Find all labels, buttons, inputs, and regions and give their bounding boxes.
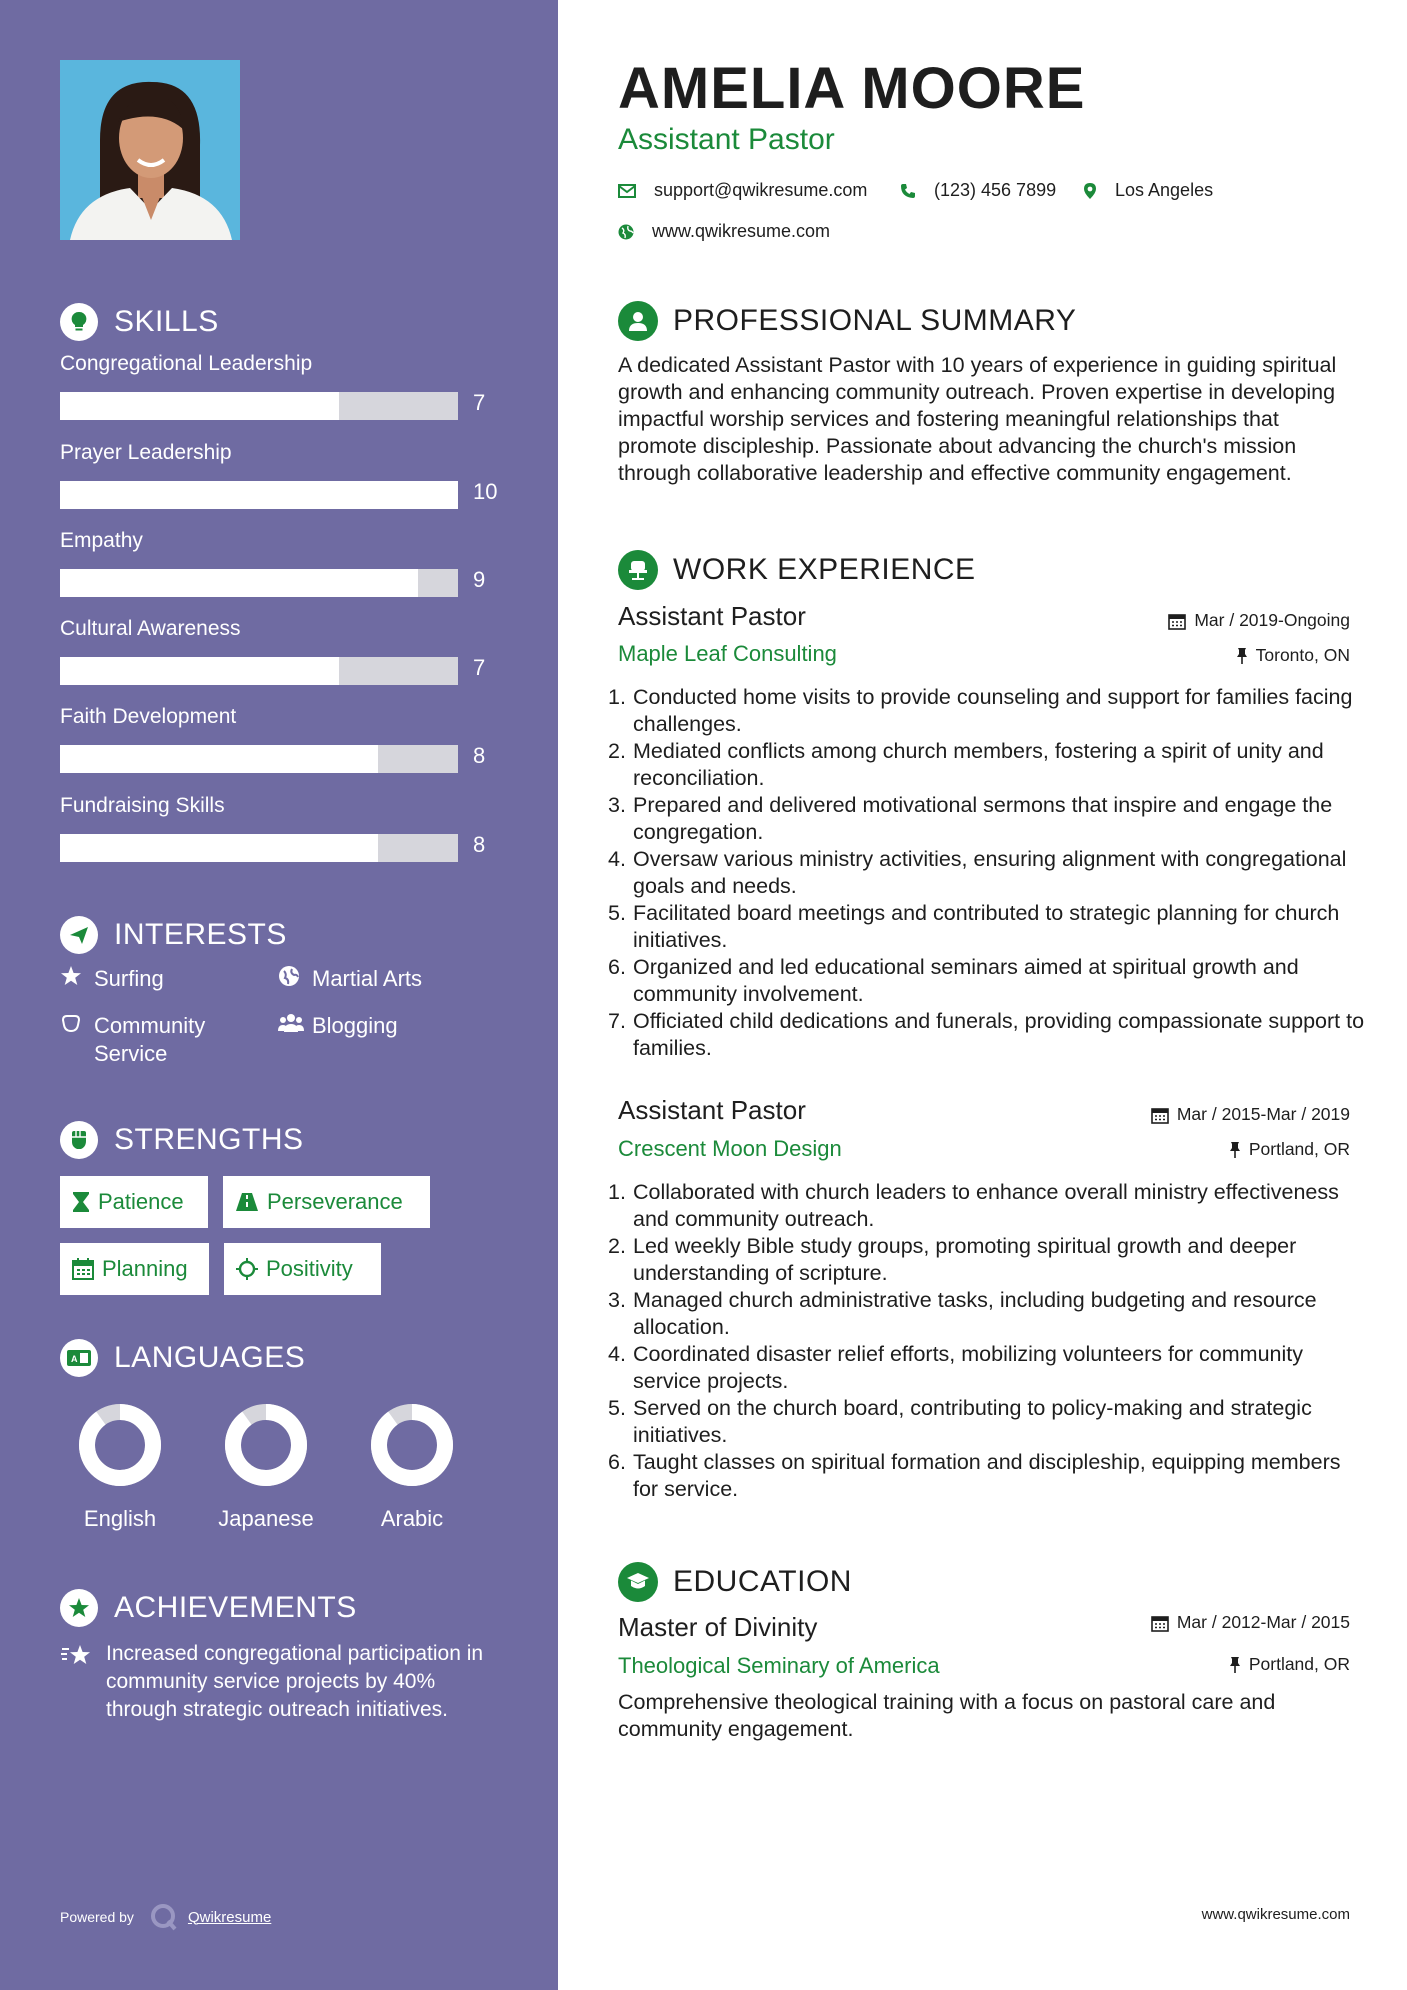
job-location: [1229, 1139, 1350, 1160]
lightbulb-icon: [60, 303, 98, 341]
list-item-text: Collaborated with church leaders to enhance overall ministry effectiveness and community outreach.: [633, 1180, 1339, 1231]
strength-label: Perseverance: [267, 1189, 403, 1214]
experience-title: WORK EXPERIENCE: [673, 553, 976, 586]
skill-item: [60, 529, 500, 597]
list-item: 5. Served on the church board, contributing to policy-making and strategic initiatives.: [608, 1395, 1368, 1449]
school-name: Theological Seminary of America: [618, 1653, 940, 1678]
graduation-cap-icon: [618, 1562, 658, 1602]
powered-by-label: Powered by: [60, 1909, 134, 1925]
email-text[interactable]: support@qwikresume.com: [654, 180, 868, 200]
job-company: Maple Leaf Consulting: [618, 641, 837, 666]
map-pin-icon: [1083, 182, 1097, 200]
list-item-text: Taught classes on spiritual formation and discipleship, equipping members for service.: [633, 1450, 1341, 1501]
skill-bar-fill: [60, 569, 418, 597]
strength-tag: [223, 1176, 430, 1228]
skill-value: 10: [473, 479, 498, 504]
skill-value: 7: [473, 655, 486, 680]
skill-bar: [60, 834, 458, 862]
skill-bar-fill: [60, 657, 339, 685]
interest-item: [60, 1012, 260, 1068]
skill-bar-fill: [60, 481, 458, 509]
main-content: [558, 0, 1407, 1990]
users-icon: [278, 1012, 312, 1041]
summary-heading: [618, 301, 1076, 341]
svg-text:A: A: [71, 1354, 78, 1364]
job-dates: [1151, 1104, 1350, 1125]
qwikresume-link[interactable]: Qwikresume: [187, 1908, 272, 1926]
skill-item: [60, 441, 500, 509]
summary-text: A dedicated Assistant Pastor with 10 years of experience in guiding spiritual growth and enhancing community outreach. Proven expertise in developing impactful worship services and fostering meaningful relationships that promote discipleship. Passionate about advancing the church's mission through collaborative leadership and effective community engagement.: [618, 353, 1337, 485]
phone-text: (123) 456 7899: [934, 180, 1057, 200]
skill-item: [60, 352, 500, 420]
qwikresume-logo-icon: [150, 1903, 178, 1931]
envelope-icon: [618, 184, 636, 198]
skill-name: Cultural Awareness: [60, 617, 241, 640]
skill-bar: [60, 745, 458, 773]
language-ring: [367, 1400, 457, 1490]
language-item: [211, 1400, 321, 1532]
skill-value: 7: [473, 390, 486, 415]
dates-text: Mar / 2015-Mar / 2019: [1176, 1104, 1350, 1124]
strength-tag: [60, 1176, 208, 1228]
strength-tag: [224, 1243, 381, 1295]
list-item-text: Coordinated disaster relief efforts, mobilizing volunteers for community service projects.: [633, 1342, 1303, 1393]
pushpin-icon: [1236, 647, 1248, 665]
skill-name: Prayer Leadership: [60, 441, 232, 464]
language-name: Arabic: [380, 1506, 444, 1531]
calendar-icon: [1168, 612, 1186, 630]
strength-label: Planning: [102, 1256, 188, 1281]
skill-value: 9: [473, 567, 486, 592]
skill-value: 8: [473, 743, 486, 768]
profile-photo: [60, 60, 240, 240]
job-responsibilities: [608, 684, 1368, 1062]
skill-item: [60, 705, 500, 773]
calendar-icon: [1151, 1614, 1169, 1632]
office-chair-icon: [618, 550, 658, 590]
contact-phone: [900, 180, 1056, 201]
strengths-heading: [60, 1120, 304, 1160]
hourglass-icon: [72, 1191, 90, 1213]
language-ring: [75, 1400, 165, 1490]
language-name: Japanese: [218, 1506, 314, 1531]
job-title: Assistant Pastor: [618, 1095, 806, 1125]
hand-icon: [60, 1012, 94, 1068]
list-item-text: Conducted home visits to provide counseling and support for families facing challenges.: [633, 685, 1353, 736]
calendar-icon: [1151, 1106, 1169, 1124]
strength-label: Positivity: [266, 1256, 353, 1281]
pushpin-icon: [1229, 1656, 1241, 1674]
interest-item: [278, 965, 498, 994]
list-item-text: Officiated child dedications and funerals, providing compassionate support to families.: [633, 1009, 1365, 1060]
footer-url[interactable]: www.qwikresume.com: [1201, 1906, 1350, 1923]
strength-tag: [60, 1243, 209, 1295]
list-item-text: Organized and led educational seminars aimed at spiritual growth and community involvement.: [633, 955, 1299, 1006]
globe-icon: [278, 965, 312, 994]
phone-icon: [900, 183, 916, 199]
experience-heading: [618, 550, 976, 590]
list-item: 6. Taught classes on spiritual formation and discipleship, equipping members for service.: [608, 1449, 1368, 1503]
education-dates: [1151, 1612, 1350, 1633]
globe-icon: [618, 224, 634, 240]
list-item: 2. Mediated conflicts among church members, fostering a spirit of unity and reconciliation.: [608, 738, 1368, 792]
interest-label: Surfing: [94, 966, 164, 991]
calendar-icon: [72, 1258, 94, 1280]
skill-name: Empathy: [60, 529, 143, 552]
skills-title: SKILLS: [114, 305, 219, 338]
road-icon: [235, 1192, 259, 1212]
list-item: 3. Managed church administrative tasks, including budgeting and resource allocation.: [608, 1287, 1368, 1341]
language-icon: [60, 1339, 98, 1377]
strengths-title: STRENGTHS: [114, 1123, 304, 1156]
list-item: 7. Officiated child dedications and funerals, providing compassionate support to families.: [608, 1008, 1368, 1062]
list-item-text: Oversaw various ministry activities, ensuring alignment with congregational goals and needs.: [633, 847, 1347, 898]
list-item: 4. Coordinated disaster relief efforts, mobilizing volunteers for community service projects.: [608, 1341, 1368, 1395]
achievement-text: Increased congregational participation in community service projects by 40% through strategic outreach initiatives.: [106, 1642, 484, 1721]
list-item: 1. Collaborated with church leaders to enhance overall ministry effectiveness and community outreach.: [608, 1179, 1368, 1233]
skill-bar: [60, 392, 458, 420]
language-item: [357, 1400, 467, 1532]
education-heading: [618, 1562, 852, 1602]
list-item-text: Facilitated board meetings and contributed to strategic planning for church initiatives.: [633, 901, 1340, 952]
interest-item: [278, 1012, 498, 1041]
language-item: [65, 1400, 175, 1532]
achievements-title: ACHIEVEMENTS: [114, 1591, 357, 1624]
contact-email: [618, 180, 867, 201]
job-responsibilities: [608, 1179, 1368, 1503]
location-text: Portland, OR: [1248, 1654, 1350, 1674]
skill-bar-fill: [60, 392, 339, 420]
stars-icon: [60, 1640, 106, 1724]
website-text[interactable]: www.qwikresume.com: [652, 221, 831, 241]
skill-name: Fundraising Skills: [60, 794, 225, 817]
strength-label: Patience: [98, 1189, 184, 1214]
list-item: 4. Oversaw various ministry activities, ensuring alignment with congregational goals and needs.: [608, 846, 1368, 900]
list-item: 5. Facilitated board meetings and contributed to strategic planning for church initiatives.: [608, 900, 1368, 954]
achievements-heading: [60, 1588, 357, 1628]
skill-bar: [60, 481, 458, 509]
list-item: 2. Led weekly Bible study groups, promoting spiritual growth and deeper understanding of scripture.: [608, 1233, 1368, 1287]
summary-title: PROFESSIONAL SUMMARY: [673, 304, 1077, 337]
education-description: Comprehensive theological training with a focus on pastoral care and community engagement.: [618, 1690, 1276, 1741]
location-text: Toronto, ON: [1255, 645, 1350, 665]
powered-by: [60, 1903, 271, 1931]
skills-heading: [60, 302, 219, 342]
job-dates: [1168, 610, 1350, 631]
interests-heading: [60, 915, 287, 955]
list-item-text: Managed church administrative tasks, including budgeting and resource allocation.: [633, 1288, 1317, 1339]
skill-bar: [60, 569, 458, 597]
pushpin-icon: [1229, 1141, 1241, 1159]
degree-title: Master of Divinity: [618, 1612, 818, 1642]
interest-label: Community Service: [94, 1013, 206, 1066]
fist-icon: [60, 1121, 98, 1159]
list-item-text: Mediated conflicts among church members, fostering a spirit of unity and reconciliation.: [633, 739, 1324, 790]
list-item-text: Served on the church board, contributing to policy-making and strategic initiatives.: [633, 1396, 1312, 1447]
star-icon: [60, 965, 94, 994]
location-text: Portland, OR: [1248, 1139, 1350, 1159]
dates-text: Mar / 2012-Mar / 2015: [1176, 1612, 1350, 1632]
job-title: Assistant Pastor: [618, 601, 806, 631]
list-item: 6. Organized and led educational seminars aimed at spiritual growth and community involvement.: [608, 954, 1368, 1008]
contact-location: [1083, 180, 1213, 201]
languages-title: LANGUAGES: [114, 1341, 306, 1374]
skill-bar-fill: [60, 745, 378, 773]
interest-label: Blogging: [312, 1013, 398, 1038]
contact-website: [618, 221, 830, 242]
skill-item: [60, 617, 500, 685]
interests-title: INTERESTS: [114, 918, 287, 951]
dates-text: Mar / 2019-Ongoing: [1194, 610, 1350, 630]
sun-icon: [236, 1258, 258, 1280]
language-name: English: [83, 1506, 157, 1531]
skill-name: Faith Development: [60, 705, 237, 728]
list-item: 3. Prepared and delivered motivational sermons that inspire and engage the congregation.: [608, 792, 1368, 846]
list-item: 1. Conducted home visits to provide counseling and support for families facing challenges.: [608, 684, 1368, 738]
sidebar: [0, 0, 558, 1990]
user-icon: [618, 301, 658, 341]
candidate-role: Assistant Pastor: [618, 123, 835, 156]
paper-plane-icon: [60, 916, 98, 954]
achievement-item: [60, 1640, 490, 1724]
education-title: EDUCATION: [673, 1565, 852, 1598]
skill-bar-fill: [60, 834, 378, 862]
interest-label: Martial Arts: [312, 966, 423, 991]
job-location: [1236, 645, 1350, 666]
location-text: Los Angeles: [1115, 180, 1214, 200]
skill-name: Congregational Leadership: [60, 352, 313, 375]
list-item-text: Prepared and delivered motivational sermons that inspire and engage the congregation.: [633, 793, 1333, 844]
education-location: [1229, 1654, 1350, 1675]
skill-bar: [60, 657, 458, 685]
skill-item: [60, 794, 500, 862]
skill-value: 8: [473, 832, 486, 857]
list-item-text: Led weekly Bible study groups, promoting spiritual growth and deeper understanding of scripture.: [633, 1234, 1297, 1285]
languages-heading: [60, 1338, 305, 1378]
candidate-name: AMELIA MOORE: [618, 56, 1086, 121]
award-star-icon: [60, 1589, 98, 1627]
job-company: Crescent Moon Design: [618, 1136, 842, 1161]
interest-item: [60, 965, 260, 994]
language-ring: [221, 1400, 311, 1490]
